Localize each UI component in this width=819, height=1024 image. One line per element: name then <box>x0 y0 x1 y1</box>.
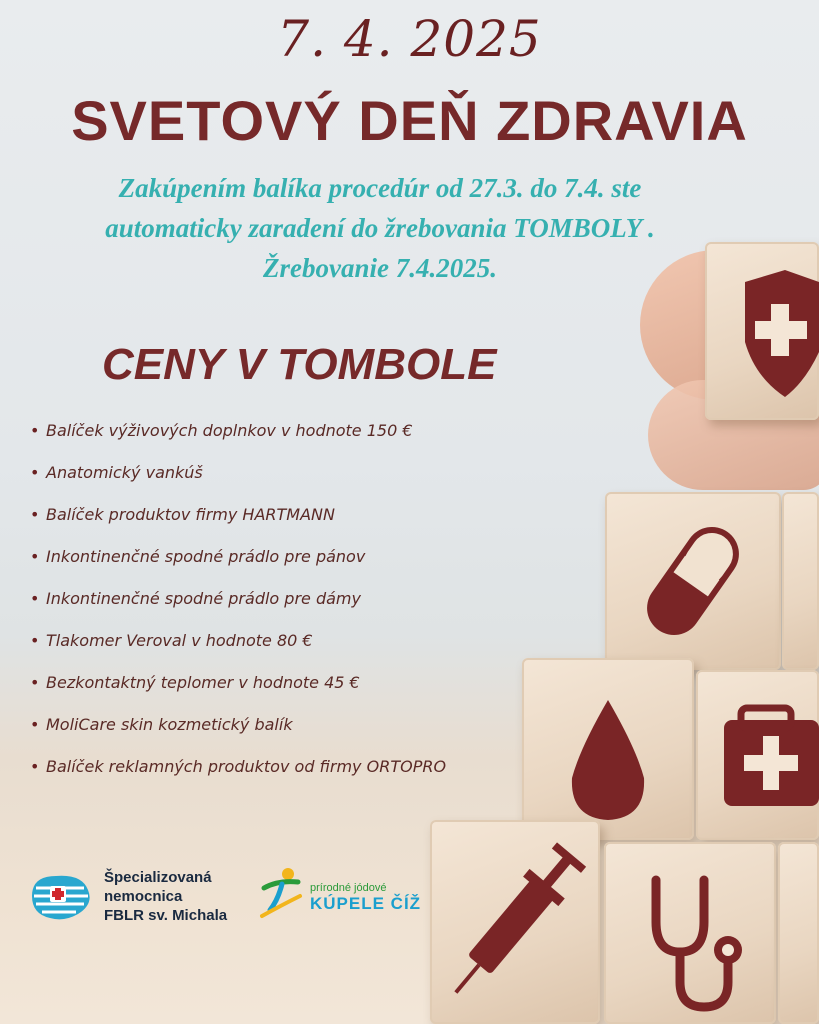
hospital-name-line: FBLR sv. Michala <box>104 907 228 924</box>
promo-text <box>60 168 700 288</box>
prize-item: • Balíček reklamných produktov od firmy ORTOPRO <box>30 754 550 796</box>
block-pill <box>605 492 781 670</box>
prize-item: • Inkontinenčné spodné prádlo pre pánov <box>30 544 550 586</box>
pill-icon <box>605 492 781 670</box>
spa-logo <box>258 866 421 922</box>
promo-line: Zakúpením balíka procedúr od 27.3. do 7.4. ste <box>118 173 642 203</box>
hospital-logo <box>24 868 227 925</box>
block-side-bottom <box>778 842 819 1024</box>
block-syringe <box>430 820 600 1024</box>
prize-item: • Inkontinenčné spodné prádlo pre dámy <box>30 586 550 628</box>
promo-line: automaticky zaradení do žrebovania TOMBOLY . <box>105 213 655 243</box>
block-aid-kit <box>696 670 819 840</box>
hospital-brain-icon <box>24 870 94 924</box>
event-title: SVETOVÝ DEŇ ZDRAVIA <box>71 89 748 152</box>
prize-item: • Balíček výživových doplnkov v hodnote 150 € <box>30 418 550 460</box>
promo-line: Žrebovanie 7.4.2025. <box>263 253 497 283</box>
spa-title: KÚPELE ČÍŽ <box>310 894 422 913</box>
block-side <box>782 492 819 670</box>
prizes-list <box>30 418 550 796</box>
block-stethoscope <box>604 842 776 1024</box>
prize-item: • Tlakomer Veroval v hodnote 80 € <box>30 628 550 670</box>
block-shield <box>705 242 819 420</box>
event-date: 7. 4. 2025 <box>277 10 542 68</box>
prize-item: • Balíček produktov firmy HARTMANN <box>30 502 550 544</box>
prize-item: • MoliCare skin kozmetický balík <box>30 712 550 754</box>
syringe-icon <box>430 820 600 1024</box>
hospital-name-line: nemocnica <box>104 888 183 905</box>
hospital-name-line: Špecializovaná <box>104 869 212 886</box>
hospital-name <box>104 868 227 925</box>
shield-cross-icon <box>705 242 819 420</box>
first-aid-kit-icon <box>696 670 819 840</box>
prize-item: • Anatomický vankúš <box>30 460 550 502</box>
spa-name <box>310 882 421 914</box>
spa-figure-icon <box>258 866 304 922</box>
prize-item: • Bezkontaktný teplomer v hodnote 45 € <box>30 670 550 712</box>
prizes-heading: CENY V TOMBOLE <box>102 340 497 389</box>
spa-tagline: prírodné jódové <box>310 882 387 894</box>
stethoscope-icon <box>604 842 776 1024</box>
